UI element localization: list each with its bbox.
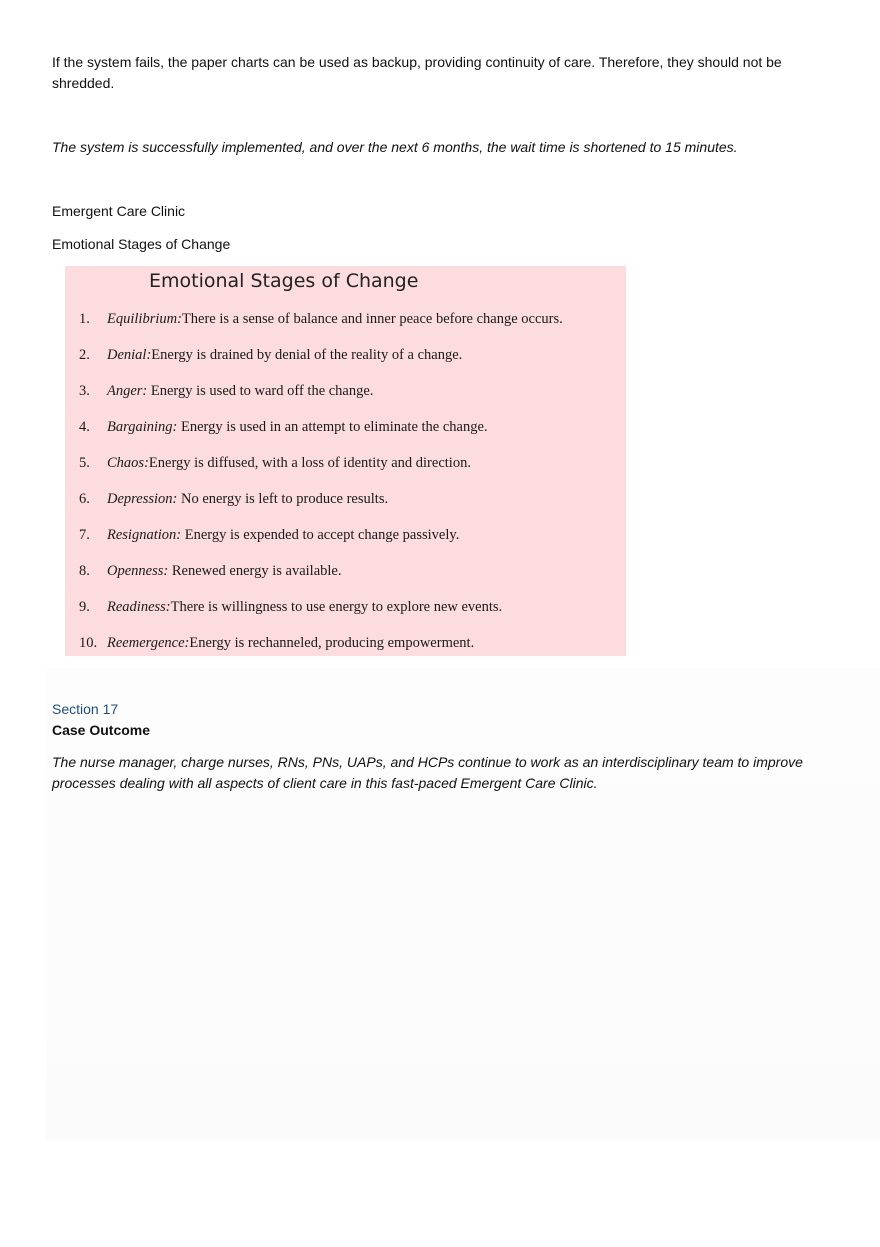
section-heading: Case Outcome — [52, 722, 151, 738]
stage-description: Energy is drained by denial of the reality of a change. — [151, 347, 463, 363]
stage-description: Energy is rechanneled, producing empowerment. — [189, 635, 475, 651]
stage-description: There is a sense of balance and inner peace before change occurs. — [181, 311, 563, 327]
backup-note-paragraph: If the system fails, the paper charts can be used as backup, providing continuity of care. Therefore, they should not be shredded. — [52, 54, 782, 91]
stage-number: 9. — [79, 599, 90, 615]
stage-term: Resignation: — [107, 527, 182, 543]
stage-description: Energy is used in an attempt to eliminate the change. — [177, 419, 488, 435]
stage-description: No energy is left to produce results. — [177, 491, 389, 507]
implementation-result-paragraph: The system is successfully implemented, and over the next 6 months, the wait time is shortened to 15 minutes. — [52, 139, 738, 155]
stage-number: 6. — [79, 491, 90, 507]
section-label: Section 17 — [52, 701, 119, 717]
stage-term: Denial: — [107, 347, 152, 363]
stage-item — [79, 527, 459, 544]
stage-description: Energy is used to ward off the change. — [147, 383, 374, 399]
stage-item — [79, 455, 471, 472]
stage-number: 7. — [79, 527, 90, 543]
stage-number: 3. — [79, 383, 90, 399]
stage-item — [79, 383, 373, 400]
stage-item — [79, 599, 502, 616]
stage-term: Openness: — [107, 563, 169, 579]
stage-term: Equilibrium: — [107, 311, 182, 327]
stage-item — [79, 419, 488, 436]
stage-item — [79, 347, 462, 364]
stage-number: 4. — [79, 419, 90, 435]
stage-term: Reemergence: — [107, 635, 190, 651]
stage-term: Depression: — [107, 491, 178, 507]
stage-term: Readiness: — [107, 599, 171, 615]
stage-description: Renewed energy is available. — [168, 563, 342, 579]
stage-item — [79, 311, 563, 328]
stage-description: There is willingness to use energy to explore new events. — [170, 599, 503, 615]
stage-item — [79, 563, 341, 580]
stage-number: 8. — [79, 563, 90, 579]
figure-caption: Emotional Stages of Change — [52, 236, 231, 252]
stage-item — [79, 491, 388, 508]
stage-number: 2. — [79, 347, 90, 363]
stage-number: 5. — [79, 455, 90, 471]
emotional-stages-figure — [65, 266, 626, 656]
stage-description: Energy is expended to accept change passively. — [181, 527, 460, 543]
stage-number: 1. — [79, 311, 90, 327]
case-outcome-paragraph: The nurse manager, charge nurses, RNs, PNs, UAPs, and HCPs continue to work as an interdisciplinary team to improve processes dealing with all aspects of client care in this fast-paced Emergent Care Clinic. — [52, 754, 803, 791]
stage-item — [79, 635, 474, 652]
stage-term: Chaos: — [107, 455, 149, 471]
clinic-name: Emergent Care Clinic — [52, 203, 186, 219]
stage-term: Anger: — [107, 383, 148, 399]
stage-description: Energy is diffused, with a loss of identity and direction. — [148, 455, 471, 471]
stage-term: Bargaining: — [107, 419, 178, 435]
figure-title: Emotional Stages of Change — [149, 270, 419, 292]
stage-number: 10. — [79, 635, 98, 651]
